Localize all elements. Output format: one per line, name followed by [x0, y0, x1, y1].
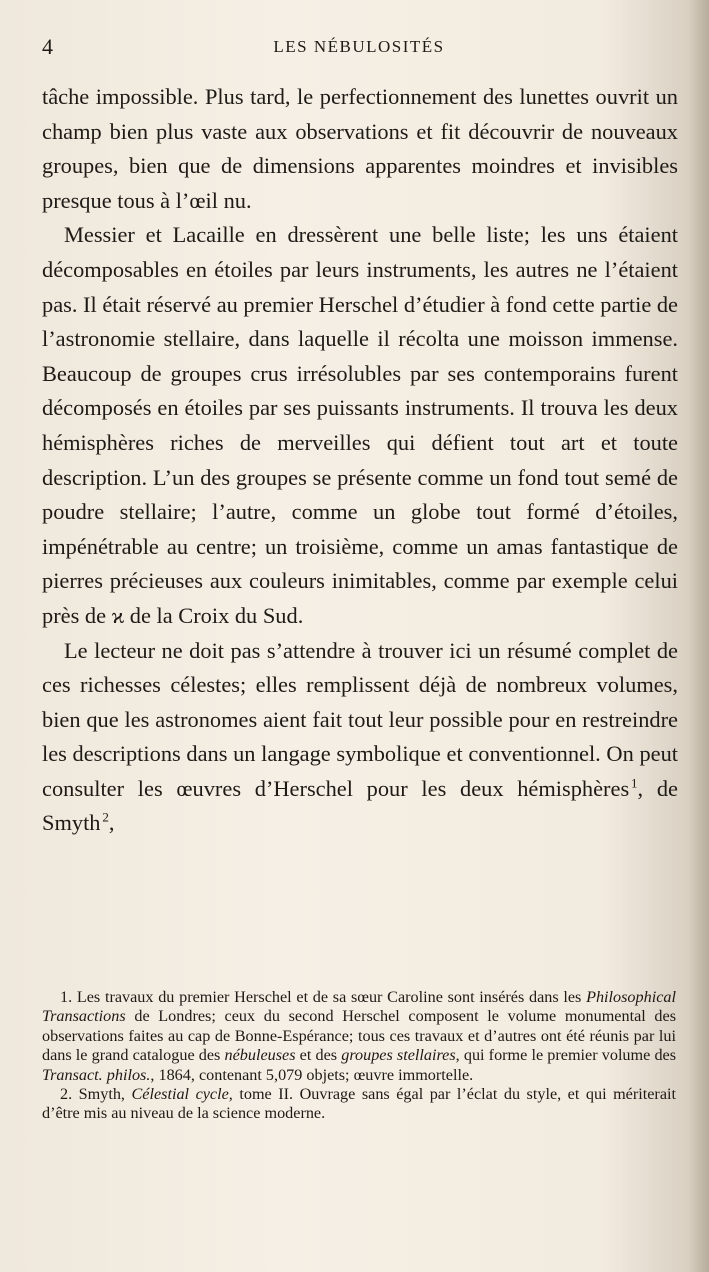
footnote-ref-2: 2 — [102, 810, 109, 825]
footnote-text: Smyth, — [78, 1085, 125, 1104]
body-text — [42, 80, 678, 841]
footnote-text: , 1864, contenant 5,079 objets; œuvre immortelle. — [150, 1065, 474, 1084]
page-number: 4 — [42, 34, 53, 59]
footnote-italic: Transact. philos. — [42, 1065, 151, 1084]
footnote-text: et des — [299, 1046, 338, 1065]
footnotes — [42, 988, 676, 1124]
footnote-italic: Philosophical Transactions — [42, 988, 676, 1026]
footnote-italic: nébuleuses — [224, 1046, 296, 1065]
footnote-italic: Célestial cycle, — [131, 1085, 233, 1104]
footnote-number: 2. — [60, 1085, 73, 1104]
paragraph-2: Messier et Lacaille en dressèrent une belle liste; les uns étaient décomposables en étoiles par leurs instruments, les autres ne l’étaient pas. Il était réservé au premier Herschel d’étudier à fond cette partie de l’astronomie stellaire, dans laquelle il récolta une moisson immense. Beaucoup de groupes crus irrésolubles par ses contemporains furent décomposés en étoiles par ses puissants instruments. Il trouva les deux hémisphères riches de merveilles qui défient tout art et toute description. L’un des groupes se présente comme un fond tout semé de poudre stellaire; l’autre, comme un globe tout formé d’étoiles, impénétrable au centre; un troisième, comme un amas fantastique de pierres précieuses aux couleurs inimitables, comme par exemple celui près de ϰ de la Croix du Sud. — [42, 222, 678, 628]
footnote-1 — [42, 988, 676, 1085]
footnote-text: , qui forme le premier volume des — [455, 1046, 677, 1065]
paragraph-1: tâche impossible. Plus tard, le perfectionnement des lunettes ouvrit un champ bien plus vaste aux observations et fit découvrir de nouveaux groupes, bien que de dimensions apparentes moindres et invisibles presque tous à l’œil nu. — [42, 84, 678, 213]
page-header — [42, 34, 676, 64]
footnote-ref-1: 1 — [631, 775, 638, 791]
running-title: LES NÉBULOSITÉS — [273, 37, 445, 56]
paragraph-3-text-b: , de Smyth — [42, 775, 678, 836]
footnote-text: Les travaux du premier Herschel et de sa sœur Caroline sont insérés dans les — [76, 988, 582, 1006]
footnote-text: tome II. Ouvrage sans égal par l’éclat du style, et qui mériterait d’être mis au niveau de la science moderne. — [42, 1085, 676, 1123]
footnote-2 — [42, 1085, 676, 1124]
paragraph-3-text-a: Le lecteur ne doit pas s’attendre à trouver ici un résumé complet de ces richesses célestes; elles remplissent déjà de nombreux volumes, bien que les astronomes aient fait tout leur possible pour en restreindre les descriptions dans un langage symbolique et conventionnel. On peut consulter les œuvres d’Herschel pour les deux hémisphères — [42, 637, 678, 801]
paragraph-3-text-c: , — [108, 810, 115, 836]
paragraph-3 — [42, 634, 678, 842]
footnote-text: de Londres; ceux du second Herschel composent le volume monumental des observations faites au cap de Bonne-Espérance; tous ces travaux et d’autres ont été réunis par lui dans le grand catalogue des — [42, 1007, 677, 1065]
footnote-italic: groupes stellaires — [341, 1046, 456, 1065]
footnote-number: 1. — [60, 988, 73, 1006]
